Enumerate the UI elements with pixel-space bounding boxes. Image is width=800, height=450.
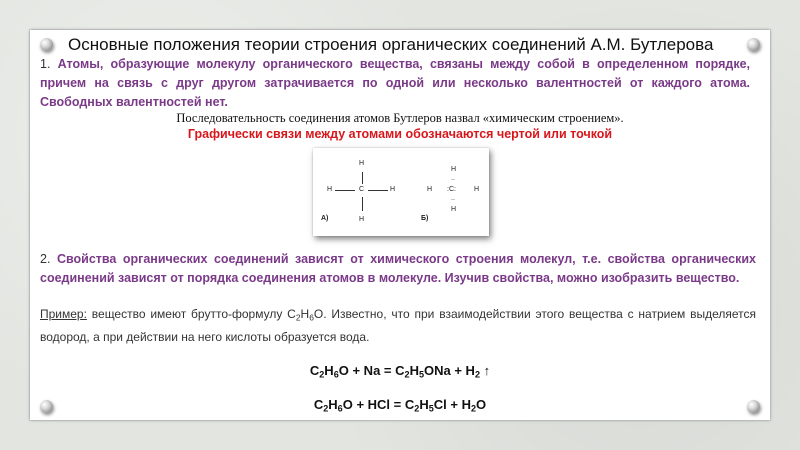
point-1-paragraph bbox=[40, 55, 750, 112]
eq2-part: Cl + H bbox=[433, 397, 471, 412]
fig-label-a: А) bbox=[321, 215, 329, 222]
eq1-part: O + Na = C bbox=[338, 363, 405, 378]
fig-a-c: C bbox=[359, 186, 365, 193]
equation-1 bbox=[40, 363, 760, 380]
fig-b-dots-top: .. bbox=[451, 175, 455, 182]
eq1-sub: 2 bbox=[474, 369, 481, 380]
eq1-arrow: ↑ bbox=[480, 363, 491, 378]
eq1-part: H bbox=[409, 363, 419, 378]
example-mid-1: H bbox=[300, 307, 310, 321]
eq1-sub: 5 bbox=[418, 369, 425, 380]
eq1-part: H bbox=[324, 363, 334, 378]
point-1-number: 1. bbox=[40, 57, 51, 71]
fig-a-h-left: H bbox=[327, 186, 333, 193]
sequence-line: Последовательность соединения атомов Бутлеров назвал «химическим строением». bbox=[176, 111, 624, 125]
eq2-part: O + HCl = C bbox=[342, 397, 415, 412]
eq1-part: C bbox=[309, 363, 320, 378]
graphic-line: Графически связи между атомами обозначаются чертой или точкой bbox=[187, 127, 613, 141]
point-2-text: Свойства органических соединений зависят от химического строения молекул, т.е. свойства органических соединений зависят от порядка соединения атомов в молекуле. Изучив свойства, можно изобразить вещество. bbox=[40, 252, 756, 285]
eq2-part: O bbox=[476, 397, 487, 412]
equation-2 bbox=[40, 397, 760, 414]
fig-a-bond-bottom bbox=[362, 197, 363, 211]
eq1-sub: 6 bbox=[333, 369, 339, 380]
fig-b-dots-bottom: .. bbox=[451, 195, 455, 202]
fig-b-h-left: H bbox=[427, 186, 433, 193]
eq2-part: H bbox=[419, 397, 429, 412]
fig-a-bond-left bbox=[335, 190, 355, 191]
fig-b-h-bottom: H bbox=[451, 206, 457, 213]
eq1-sub: 2 bbox=[404, 369, 410, 380]
example-label: Пример: bbox=[40, 307, 87, 321]
fig-a-bond-top bbox=[362, 172, 363, 184]
fig-a-h-bottom: H bbox=[359, 216, 365, 223]
fig-b-c: :C: bbox=[447, 186, 456, 193]
pin-icon-top-right bbox=[747, 38, 760, 51]
eq1-sub: 2 bbox=[319, 369, 325, 380]
point-2-number: 2. bbox=[40, 252, 51, 266]
eq1-part: ONa + H bbox=[424, 363, 475, 378]
fig-a-h-top: H bbox=[359, 160, 365, 167]
eq2-sub: 2 bbox=[470, 403, 477, 414]
example-text-after: O. Известно, что при взаимодействии этого вещества с натрием выделяется водород, а при действии на него кислоты образуется вода. bbox=[40, 307, 756, 344]
fig-label-b: Б) bbox=[421, 215, 429, 222]
fig-a-h-right: H bbox=[390, 186, 396, 193]
point-2-paragraph bbox=[40, 250, 756, 288]
eq2-part: C bbox=[313, 397, 324, 412]
eq2-sub: 5 bbox=[428, 403, 434, 414]
eq2-part: H bbox=[328, 397, 338, 412]
eq2-sub: 6 bbox=[337, 403, 343, 414]
example-paragraph bbox=[40, 305, 756, 347]
fig-b-h-right: H bbox=[474, 186, 480, 193]
example-sub-2: 6 bbox=[309, 312, 314, 323]
example-sub-1: 2 bbox=[295, 312, 301, 323]
slide-title: Основные положения теории строения органических соединений А.М. Бутлерова bbox=[68, 35, 714, 54]
fig-b-h-top: H bbox=[451, 166, 457, 173]
fig-a-bond-right bbox=[368, 190, 388, 191]
structure-figure bbox=[313, 148, 489, 236]
point-1-text: Атомы, образующие молекулу органического вещества, связаны между собой в определенном порядке, причем на связь с друг другом затрачивается по одной или несколько валентностей от каждого атома. Свободных валентностей нет. bbox=[40, 57, 750, 109]
example-text-before: вещество имеют брутто-формулу C bbox=[86, 307, 296, 321]
eq2-sub: 2 bbox=[323, 403, 329, 414]
eq2-sub: 2 bbox=[414, 403, 420, 414]
pin-icon-top-left bbox=[40, 38, 53, 51]
